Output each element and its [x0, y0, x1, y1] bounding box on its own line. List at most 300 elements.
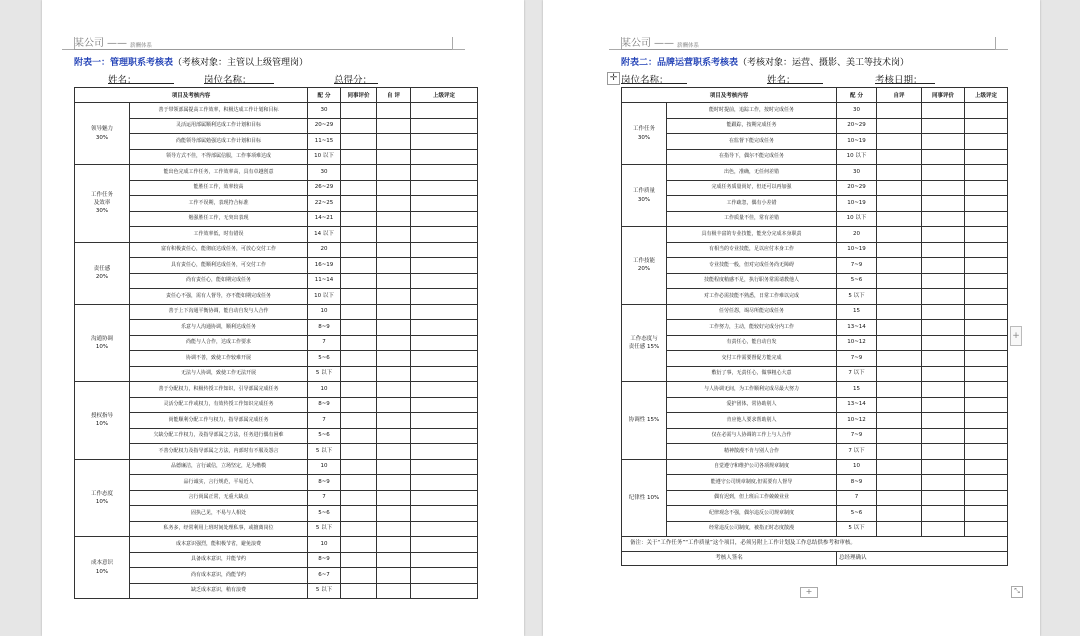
rating-input-cell[interactable]: [411, 568, 478, 584]
score-cell: 5 以下: [837, 289, 877, 305]
category-cell: 授权指导 10%: [75, 382, 130, 460]
criterion-text: 勉强胜任工作，无突出表现: [130, 211, 308, 227]
rating-input-cell[interactable]: [877, 304, 922, 320]
table-row: [622, 475, 1008, 491]
rating-input-cell[interactable]: [877, 273, 922, 289]
rating-input-cell[interactable]: [922, 118, 965, 134]
rating-input-cell[interactable]: [877, 196, 922, 212]
header-company: 某公司: [621, 38, 651, 49]
category-cell: 工作任务 30%: [622, 103, 667, 165]
score-cell: 7~9: [837, 428, 877, 444]
rating-input-cell[interactable]: [411, 521, 478, 537]
rating-input-cell[interactable]: [877, 521, 922, 537]
table-row: [75, 552, 478, 568]
rating-input-cell[interactable]: [965, 103, 1008, 119]
rating-input-cell[interactable]: [965, 506, 1008, 522]
rating-input-cell[interactable]: [377, 397, 411, 413]
rating-input-cell[interactable]: [411, 459, 478, 475]
table-row: [622, 180, 1008, 196]
score-cell: 5 以下: [308, 444, 341, 460]
title-name: 品牌运营职系考核表: [657, 58, 739, 68]
rating-input-cell[interactable]: [877, 413, 922, 429]
rating-input-cell[interactable]: [377, 335, 411, 351]
rating-input-cell[interactable]: [341, 397, 377, 413]
rating-input-cell[interactable]: [341, 568, 377, 584]
rating-input-cell[interactable]: [922, 475, 965, 491]
rating-input-cell[interactable]: [411, 366, 478, 382]
rating-input-cell[interactable]: [377, 552, 411, 568]
header-rule: [74, 49, 452, 50]
score-cell: 5~6: [308, 428, 341, 444]
rating-input-cell[interactable]: [341, 227, 377, 243]
rating-input-cell[interactable]: [965, 444, 1008, 460]
category-cell: 责任感 20%: [75, 242, 130, 304]
rating-input-cell[interactable]: [341, 165, 377, 181]
rating-input-cell[interactable]: [341, 475, 377, 491]
table-resize-handle-icon[interactable]: ⤡: [1011, 586, 1023, 598]
table-row: [75, 196, 478, 212]
rating-input-cell[interactable]: [411, 413, 478, 429]
rating-input-cell[interactable]: [411, 103, 478, 119]
rating-input-cell[interactable]: [877, 335, 922, 351]
rating-input-cell[interactable]: [411, 134, 478, 150]
table-row: [622, 335, 1008, 351]
rating-input-cell[interactable]: [411, 242, 478, 258]
score-cell: 26~29: [308, 180, 341, 196]
rating-input-cell[interactable]: [965, 180, 1008, 196]
table-row: [622, 506, 1008, 522]
criterion-text: 责任心不强，需有人督导，亦不能如期完成任务: [130, 289, 308, 305]
score-cell: 8~9: [308, 552, 341, 568]
rating-input-cell[interactable]: [411, 335, 478, 351]
col-self: 自 评: [377, 88, 411, 103]
rating-input-cell[interactable]: [922, 490, 965, 506]
table-row: [622, 273, 1008, 289]
rating-input-cell[interactable]: [341, 289, 377, 305]
score-cell: 10~19: [837, 134, 877, 150]
criterion-text: 固执己见，不易与人相处: [130, 506, 308, 522]
rating-input-cell[interactable]: [377, 149, 411, 165]
table-row: [75, 521, 478, 537]
table-row: [622, 103, 1008, 119]
rating-input-cell[interactable]: [922, 382, 965, 398]
rating-input-cell[interactable]: [922, 444, 965, 460]
rating-input-cell[interactable]: [922, 273, 965, 289]
rating-input-cell[interactable]: [922, 103, 965, 119]
score-cell: 14~21: [308, 211, 341, 227]
rating-input-cell[interactable]: [877, 227, 922, 243]
rating-input-cell[interactable]: [377, 490, 411, 506]
rating-input-cell[interactable]: [877, 118, 922, 134]
position-field[interactable]: [621, 72, 687, 84]
rating-input-cell[interactable]: [922, 320, 965, 336]
rating-input-cell[interactable]: [877, 242, 922, 258]
score-cell: 13~14: [837, 397, 877, 413]
rating-input-cell[interactable]: [877, 289, 922, 305]
rating-input-cell[interactable]: [922, 521, 965, 537]
rating-input-cell[interactable]: [341, 242, 377, 258]
rating-input-cell[interactable]: [965, 304, 1008, 320]
header-company: 某公司: [74, 38, 104, 49]
header-subtitle: 薪酬体系: [130, 43, 153, 49]
rating-input-cell[interactable]: [411, 428, 478, 444]
rating-input-cell[interactable]: [965, 258, 1008, 274]
rating-input-cell[interactable]: [877, 428, 922, 444]
rating-input-cell[interactable]: [341, 211, 377, 227]
table-row: [75, 444, 478, 460]
rating-input-cell[interactable]: [965, 382, 1008, 398]
rating-input-cell[interactable]: [965, 335, 1008, 351]
rating-input-cell[interactable]: [965, 273, 1008, 289]
rating-input-cell[interactable]: [877, 475, 922, 491]
rating-input-cell[interactable]: [922, 335, 965, 351]
rating-input-cell[interactable]: [411, 211, 478, 227]
rating-input-cell[interactable]: [922, 196, 965, 212]
criterion-text: 精神散漫不肯与别人合作: [667, 444, 837, 460]
score-cell: 22~25: [308, 196, 341, 212]
rating-input-cell[interactable]: [922, 413, 965, 429]
rating-input-cell[interactable]: [965, 413, 1008, 429]
rating-input-cell[interactable]: [965, 320, 1008, 336]
table-row: [75, 320, 478, 336]
rating-input-cell[interactable]: [877, 366, 922, 382]
rating-input-cell[interactable]: [377, 304, 411, 320]
rating-input-cell[interactable]: [411, 180, 478, 196]
rating-input-cell[interactable]: [341, 258, 377, 274]
rating-input-cell[interactable]: [922, 134, 965, 150]
rating-input-cell[interactable]: [377, 242, 411, 258]
rating-input-cell[interactable]: [377, 413, 411, 429]
rating-input-cell[interactable]: [877, 490, 922, 506]
score-cell: 16~19: [308, 258, 341, 274]
rating-input-cell[interactable]: [377, 289, 411, 305]
rating-input-cell[interactable]: [877, 382, 922, 398]
rating-input-cell[interactable]: [411, 397, 478, 413]
rating-input-cell[interactable]: [877, 506, 922, 522]
score-cell: 5 以下: [308, 583, 341, 599]
col-peer: 同事评价: [922, 88, 965, 103]
rating-input-cell[interactable]: [341, 335, 377, 351]
rating-input-cell[interactable]: [411, 506, 478, 522]
position-label: 岗位名称：: [621, 75, 669, 86]
rating-input-cell[interactable]: [922, 506, 965, 522]
rating-input-cell[interactable]: [922, 459, 965, 475]
rating-input-cell[interactable]: [341, 552, 377, 568]
rating-input-cell[interactable]: [341, 428, 377, 444]
rating-input-cell[interactable]: [377, 273, 411, 289]
rating-input-cell[interactable]: [341, 320, 377, 336]
rating-input-cell[interactable]: [922, 304, 965, 320]
rating-input-cell[interactable]: [377, 211, 411, 227]
category-cell: 成本意识 10%: [75, 537, 130, 599]
rating-input-cell[interactable]: [377, 103, 411, 119]
date-field[interactable]: [875, 72, 935, 84]
rating-input-cell[interactable]: [965, 149, 1008, 165]
rating-input-cell[interactable]: [341, 149, 377, 165]
col-score: 配 分: [837, 88, 877, 103]
rating-input-cell[interactable]: [877, 211, 922, 227]
score-cell: 10~19: [837, 196, 877, 212]
table-row: [75, 537, 478, 553]
rating-input-cell[interactable]: [922, 289, 965, 305]
rating-input-cell[interactable]: [377, 444, 411, 460]
rating-input-cell[interactable]: [877, 444, 922, 460]
info-row: [42, 72, 524, 86]
rating-input-cell[interactable]: [922, 258, 965, 274]
rating-input-cell[interactable]: [965, 397, 1008, 413]
add-row-button[interactable]: +: [800, 587, 818, 598]
rating-input-cell[interactable]: [965, 196, 1008, 212]
rating-input-cell[interactable]: [922, 211, 965, 227]
criterion-text: 不善分配权力及指导部属之方法，内部时有不服及怨言: [130, 444, 308, 460]
assessor-signature[interactable]: 考核人签名: [622, 552, 837, 566]
rating-input-cell[interactable]: [411, 196, 478, 212]
rating-input-cell[interactable]: [922, 149, 965, 165]
criterion-text: 乐意与人沟通协调，顺利达成任务: [130, 320, 308, 336]
rating-input-cell[interactable]: [341, 490, 377, 506]
criterion-text: 纪律观念不强，偶尔违反公司规章制度: [667, 506, 837, 522]
total-field[interactable]: [334, 72, 378, 84]
criterion-text: 在监督下能完成任务: [667, 134, 837, 150]
criterion-text: 在指导下，偶尔不能完成任务: [667, 149, 837, 165]
score-cell: 20: [837, 227, 877, 243]
rating-input-cell[interactable]: [341, 521, 377, 537]
category-cell: 工作任务 及效率 30%: [75, 165, 130, 243]
rating-input-cell[interactable]: [411, 289, 478, 305]
rating-input-cell[interactable]: [341, 304, 377, 320]
rating-input-cell[interactable]: [377, 475, 411, 491]
rating-input-cell[interactable]: [341, 273, 377, 289]
rating-input-cell[interactable]: [341, 118, 377, 134]
rating-input-cell[interactable]: [411, 227, 478, 243]
score-cell: 7 以下: [837, 366, 877, 382]
title-label: 附表二：: [621, 58, 658, 68]
rating-input-cell[interactable]: [965, 289, 1008, 305]
rating-input-cell[interactable]: [377, 459, 411, 475]
rating-input-cell[interactable]: [341, 180, 377, 196]
rating-input-cell[interactable]: [965, 242, 1008, 258]
name-label: 姓名：: [108, 75, 137, 86]
rating-input-cell[interactable]: [411, 583, 478, 599]
rating-input-cell[interactable]: [877, 397, 922, 413]
rating-input-cell[interactable]: [377, 506, 411, 522]
rating-input-cell[interactable]: [877, 459, 922, 475]
rating-input-cell[interactable]: [922, 180, 965, 196]
rating-input-cell[interactable]: [922, 397, 965, 413]
rating-input-cell[interactable]: [377, 134, 411, 150]
rating-input-cell[interactable]: [411, 552, 478, 568]
title-note: （考核对象：运营、摄影、美工等技术岗）: [738, 58, 910, 68]
add-column-button[interactable]: +: [1010, 326, 1022, 346]
rating-input-cell[interactable]: [377, 351, 411, 367]
score-cell: 10: [308, 459, 341, 475]
rating-input-cell[interactable]: [411, 149, 478, 165]
criterion-text: 有相当的专业技能，足以应付本身工作: [667, 242, 837, 258]
title-note: （考核对象：主管以上级管理岗）: [173, 58, 309, 68]
rating-input-cell[interactable]: [922, 165, 965, 181]
criterion-text: 与人协调无间，为工作顺利完成尽最大努力: [667, 382, 837, 398]
criterion-text: 仅在必需与人协调的工作上与人合作: [667, 428, 837, 444]
table-row: [75, 258, 478, 274]
rating-input-cell[interactable]: [411, 537, 478, 553]
rating-input-cell[interactable]: [965, 475, 1008, 491]
rating-input-cell[interactable]: [922, 227, 965, 243]
criterion-text: 能出色完成工作任务，工作效率高，具有卓越创意: [130, 165, 308, 181]
table-row: [622, 118, 1008, 134]
rating-input-cell[interactable]: [411, 273, 478, 289]
score-cell: 10~12: [837, 335, 877, 351]
signature-row: [622, 552, 1008, 566]
rating-input-cell[interactable]: [411, 304, 478, 320]
score-cell: 11~14: [308, 273, 341, 289]
criterion-text: 工作努力，主动，能较好完成分内工作: [667, 320, 837, 336]
rating-input-cell[interactable]: [341, 351, 377, 367]
rating-input-cell[interactable]: [377, 428, 411, 444]
rating-input-cell[interactable]: [377, 521, 411, 537]
header-dash: ——: [654, 38, 674, 49]
table-row: [622, 397, 1008, 413]
rating-input-cell[interactable]: [377, 366, 411, 382]
name-field[interactable]: [108, 72, 174, 84]
rating-input-cell[interactable]: [377, 320, 411, 336]
rating-input-cell[interactable]: [377, 568, 411, 584]
criterion-text: 专业技能一般，但对完成任务尚无障碍: [667, 258, 837, 274]
rating-input-cell[interactable]: [877, 165, 922, 181]
rating-input-cell[interactable]: [377, 537, 411, 553]
rating-input-cell[interactable]: [377, 583, 411, 599]
rating-input-cell[interactable]: [377, 227, 411, 243]
rating-input-cell[interactable]: [341, 196, 377, 212]
criterion-text: 私务多，经常利用上班时间处理私事，或擅离岗位: [130, 521, 308, 537]
score-cell: 8~9: [308, 475, 341, 491]
score-cell: 5~6: [837, 506, 877, 522]
rating-input-cell[interactable]: [377, 258, 411, 274]
assessment-table: [74, 87, 478, 599]
rating-input-cell[interactable]: [411, 351, 478, 367]
title-label: 附表一：: [74, 58, 111, 68]
rating-input-cell[interactable]: [411, 490, 478, 506]
rating-input-cell[interactable]: [411, 320, 478, 336]
score-cell: 10: [308, 382, 341, 398]
table-row: [75, 366, 478, 382]
rating-input-cell[interactable]: [377, 180, 411, 196]
rating-input-cell[interactable]: [341, 583, 377, 599]
rating-input-cell[interactable]: [411, 165, 478, 181]
rating-input-cell[interactable]: [877, 134, 922, 150]
rating-input-cell[interactable]: [341, 366, 377, 382]
table-row: [622, 444, 1008, 460]
table-row: [622, 304, 1008, 320]
criterion-text: 能跟踪，按期完成任务: [667, 118, 837, 134]
table-row: [75, 351, 478, 367]
rating-input-cell[interactable]: [341, 537, 377, 553]
rating-input-cell[interactable]: [965, 366, 1008, 382]
rating-input-cell[interactable]: [341, 413, 377, 429]
gm-confirm[interactable]: 总经理确认: [837, 552, 1008, 566]
rating-input-cell[interactable]: [877, 351, 922, 367]
criterion-text: 具有责任心，能顺利达成任务，可交付工作: [130, 258, 308, 274]
table-row: [622, 428, 1008, 444]
rating-input-cell[interactable]: [877, 149, 922, 165]
col-superior: 上级评定: [965, 88, 1008, 103]
date-label: 考核日期：: [875, 75, 923, 86]
rating-input-cell[interactable]: [965, 521, 1008, 537]
rating-input-cell[interactable]: [341, 444, 377, 460]
rating-input-cell[interactable]: [965, 211, 1008, 227]
position-field[interactable]: [204, 72, 274, 84]
col-self: 自评: [877, 88, 922, 103]
rating-input-cell[interactable]: [922, 428, 965, 444]
table-row: [622, 211, 1008, 227]
page-header: [74, 34, 152, 49]
rating-input-cell[interactable]: [965, 165, 1008, 181]
score-cell: 5 以下: [308, 366, 341, 382]
table-row: [622, 289, 1008, 305]
rating-input-cell[interactable]: [965, 351, 1008, 367]
rating-input-cell[interactable]: [965, 428, 1008, 444]
rating-input-cell[interactable]: [965, 490, 1008, 506]
rating-input-cell[interactable]: [877, 320, 922, 336]
rating-input-cell[interactable]: [377, 196, 411, 212]
rating-input-cell[interactable]: [341, 382, 377, 398]
table-row: [75, 490, 478, 506]
category-cell: 领导魅力 30%: [75, 103, 130, 165]
rating-input-cell[interactable]: [341, 134, 377, 150]
rating-input-cell[interactable]: [922, 366, 965, 382]
score-cell: 20~29: [308, 118, 341, 134]
table-row: [75, 103, 478, 119]
table-row: [622, 382, 1008, 398]
table-move-handle-icon[interactable]: ✛: [607, 72, 620, 85]
score-cell: 5~6: [837, 273, 877, 289]
rating-input-cell[interactable]: [922, 351, 965, 367]
rating-input-cell[interactable]: [411, 118, 478, 134]
rating-input-cell[interactable]: [965, 459, 1008, 475]
rating-input-cell[interactable]: [877, 180, 922, 196]
score-cell: 6~7: [308, 568, 341, 584]
rating-input-cell[interactable]: [377, 382, 411, 398]
rating-input-cell[interactable]: [341, 506, 377, 522]
rating-input-cell[interactable]: [377, 165, 411, 181]
rating-input-cell[interactable]: [877, 103, 922, 119]
rating-input-cell[interactable]: [965, 227, 1008, 243]
criterion-text: 善于带领部属提高工作效率，积极达成工作计划和目标: [130, 103, 308, 119]
table-row: [622, 320, 1008, 336]
score-cell: 20: [308, 242, 341, 258]
rating-input-cell[interactable]: [411, 258, 478, 274]
col-superior: 上级评定: [411, 88, 478, 103]
rating-input-cell[interactable]: [922, 242, 965, 258]
score-cell: 13~14: [837, 320, 877, 336]
rating-input-cell[interactable]: [341, 103, 377, 119]
score-cell: 30: [837, 165, 877, 181]
rating-input-cell[interactable]: [411, 444, 478, 460]
category-cell: 纪律性 10%: [622, 459, 667, 537]
rating-input-cell[interactable]: [411, 475, 478, 491]
rating-input-cell[interactable]: [377, 118, 411, 134]
rating-input-cell[interactable]: [965, 118, 1008, 134]
score-cell: 10 以下: [308, 149, 341, 165]
rating-input-cell[interactable]: [877, 258, 922, 274]
criterion-text: 工作不误期，表现符合标准: [130, 196, 308, 212]
rating-input-cell[interactable]: [341, 459, 377, 475]
criterion-text: 品德廉洁，言行诚信，立场坚定，足为楷模: [130, 459, 308, 475]
score-cell: 30: [308, 165, 341, 181]
category-cell: 沟通协调 10%: [75, 304, 130, 382]
name-field[interactable]: [767, 72, 823, 84]
rating-input-cell[interactable]: [965, 134, 1008, 150]
rating-input-cell[interactable]: [411, 382, 478, 398]
